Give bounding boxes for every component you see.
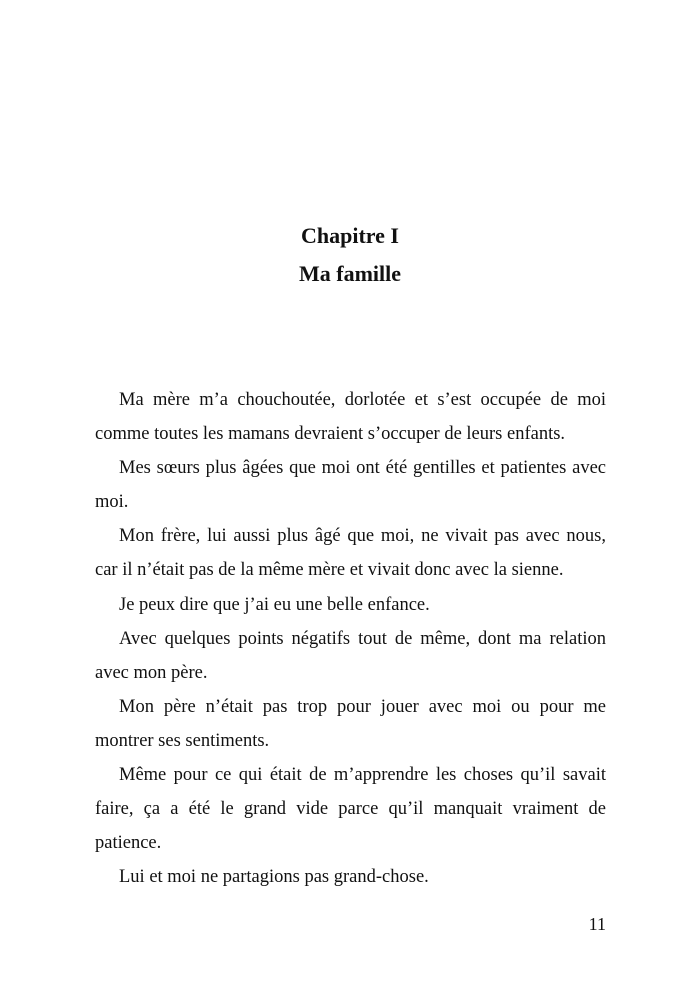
- paragraph: Mon père n’était pas trop pour jouer avec moi ou pour me montrer ses sentiments.: [95, 696, 606, 751]
- paragraph: Lui et moi ne partagions pas grand-chose.: [119, 867, 429, 888]
- paragraph: Mon frère, lui aussi plus âgé que moi, ne vivait pas avec nous, car il n’était pas de la même mère et vivait donc avec la sienne.: [95, 526, 606, 581]
- paragraph: Je peux dire que j’ai eu une belle enfance.: [119, 594, 430, 615]
- page-number: 11: [588, 914, 606, 934]
- paragraph: Ma mère m’a chouchoutée, dorlotée et s’est occupée de moi comme toutes les mamans devraient s’occuper de leurs enfants.: [95, 390, 606, 445]
- chapter-number: Chapitre I: [301, 223, 399, 248]
- paragraph: Avec quelques points négatifs tout de même, dont ma relation avec mon père.: [95, 628, 606, 683]
- paragraph: Mes sœurs plus âgées que moi ont été gentilles et patientes avec moi.: [95, 458, 606, 513]
- paragraph: Même pour ce qui était de m’apprendre les choses qu’il savait faire, ça a été le grand vide parce qu’il manquait vraiment de patience.: [95, 765, 606, 854]
- chapter-title: Ma famille: [298, 261, 402, 286]
- chapter-body: [95, 383, 606, 894]
